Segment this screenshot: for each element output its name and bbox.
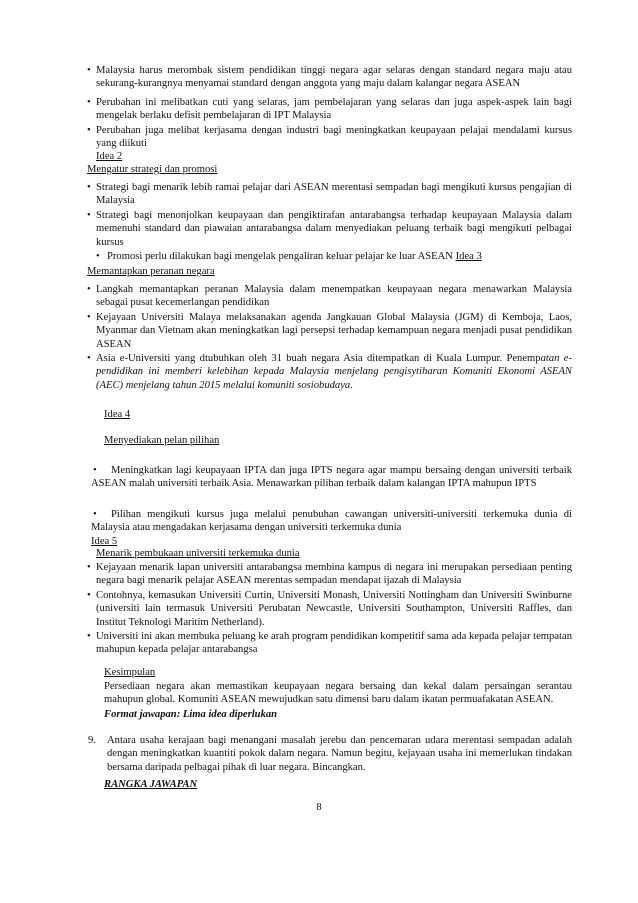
paragraph-11: Pilihan mengikuti kursus juga melalui penubuhan cawangan universiti-universiti terkemuka dunia di Malaysia atau mengadakan kerjasama dengan universiti terkemuka dunia — [91, 509, 572, 534]
paragraph-9 — [96, 352, 572, 392]
bullet-marker: • — [87, 125, 91, 136]
paragraph-1: Malaysia harus merombak sistem pendidikan tinggi negara agar selaras dengan standard negara maju atau sekurang-kurangnya menyamai standard dengan anggota yang maju dalam kalangar negara ASEAN — [96, 65, 572, 90]
bullet-marker: • — [96, 251, 100, 262]
bullet-marker: • — [87, 182, 91, 193]
bullet-marker: • — [93, 465, 97, 476]
heading-kesimpulan: Kesimpulan — [104, 667, 156, 678]
paragraph-13: Contohnya, kemasukan Universiti Curtin, Universiti Monash, Universiti Nottingham dan Universiti Swinburne (universiti lain termasuk Universiti Perubatan Newcastle, Universiti Southampton, Universiti Raffles, dan Institut Teknologi Maritim Netherland). — [96, 590, 572, 628]
bullet-marker: • — [87, 562, 91, 573]
heading-pilihan: Menyediakan pelan pilihan — [104, 435, 220, 446]
question-9-text: Antara usaha kerajaan bagi menangani masalah jerebu dan pencemaran udara merentasi sempadan adalah dengan meningkatkan kuantiti pokok dalam negara. Namun begitu, kejayaan usaha ini memerlukan tindakan bersama daripada pelbagai pihak di luar negara. Bincangkan. — [107, 735, 572, 773]
page-number: 8 — [316, 802, 322, 813]
paragraph-2: Perubahan ini melibatkan cuti yang selaras, jam pembelajaran yang selaras dan juga aspek-aspek lain bagi mengelak berlaku defisit pembelajaran di IPT Malaysia — [96, 97, 572, 122]
paragraph-3: Perubahan juga melibat kerjasama dengan industri bagi meningkatkan keupayaan pelajai mendalami kursus yang diikuti — [96, 125, 572, 150]
bullet-marker: • — [87, 284, 91, 295]
bullet-marker: • — [87, 97, 91, 108]
bullet-marker: • — [93, 509, 97, 520]
idea-5-label: Idea 5 — [91, 536, 118, 547]
question-number: 9. — [88, 735, 96, 746]
paragraph-5: Strategi bagi menonjolkan keupayaan dan pengiktirafan antarabangsa terhadap keupayaan Malaysia dalam memenuhi standard dan piawaian antarabangsa dalam menyediakan peluang terbaik bagi mengikuti pelbagai kursus — [96, 210, 572, 248]
paragraph-10: Meningkatkan lagi keupayaan IPTA dan juga IPTS negara agar mampu bersaing dengan universiti terbaik ASEAN malah universiti terbaik Asia. Menawarkan pilihan terbaik dalam kalangan IPTA mahupun IPTS — [91, 465, 572, 490]
heading-pembukaan: Menarik pembukaan universiti terkemuka dunia — [96, 548, 300, 559]
paragraph-12: Kejayaan menarik lapan universiti antarabangsa membina kampus di negara ini merupakan persediaan penting negara bagi menarik pelajar ASEAN merentas sempadan mendapat ijazah di Malaysia — [96, 562, 572, 587]
paragraph-6 — [107, 250, 577, 263]
heading-strategi: Mengatur strategi dan promosi — [87, 164, 218, 175]
paragraph-9-italic: atan e-pendidikan ini memberi kelebihan kepada Malaysia menjelang pengisytiharan Komuniti Ekonomi ASEAN (AEC) menjelang tahun 2015 melalui komuniti sosiobudaya. — [96, 353, 572, 391]
idea-3-label: Idea 3 — [455, 251, 482, 262]
bullet-marker: • — [87, 590, 91, 601]
paragraph-14: Universiti ini akan membuka peluang ke arah program pendidikan kompetitif sama ada kepada pelajar tempatan mahupun kepada pelajar antarabangsa — [96, 631, 572, 656]
paragraph-9-text: Asia e-Universiti yang dtubuhkan oleh 31 buah negara Asia ditempatkan di Kuala Lumpur. Penemp — [96, 353, 541, 364]
bullet-marker: • — [87, 312, 91, 323]
idea-4-label: Idea 4 — [104, 409, 131, 420]
paragraph-4: Strategi bagi menarik lebih ramai pelajar dari ASEAN merentasi sempadan bagi mengikuti kursus pengajian di Malaysia — [96, 182, 572, 207]
bullet-marker: • — [87, 631, 91, 642]
heading-peranan: Memantapkan peranan negara — [87, 266, 215, 277]
rangka-heading: RANGKA JAWAPAN — [104, 779, 198, 790]
paragraph-8: Kejayaan Universiti Malaya melaksanakan agenda Jangkauan Global Malaysia (JGM) di Kemboja, Laos, Myanmar dan Vietnam akan meningkatkan lagi persepsi terhadap kemampuan negara menjadi pusat pendidikan ASEAN — [96, 312, 572, 350]
bullet-marker: • — [87, 353, 91, 364]
format-note: Format jawapan: Lima idea diperlukan — [104, 709, 278, 720]
paragraph-7: Langkah memantapkan peranan Malaysia dalam menempatkan keupayaan negara menawarkan Malaysia sebagai pusat kecemerlangan pendidikan — [96, 284, 572, 309]
bullet-marker: • — [87, 65, 91, 76]
bullet-marker: • — [87, 210, 91, 221]
idea-2-label: Idea 2 — [96, 151, 123, 162]
paragraph-15: Persediaan negara akan memastikan keupayaan negara bersaing dan kekal dalam persaingan serantau mahupun global. Komuniti ASEAN mewujudkan satu dimensi baru dalam ikatan permuafakatan ASEAN. — [104, 681, 572, 706]
paragraph-6-text: Promosi perlu dilakukan bagi mengelak pengaliran keluar pelajar ke luar ASEAN — [107, 251, 453, 262]
